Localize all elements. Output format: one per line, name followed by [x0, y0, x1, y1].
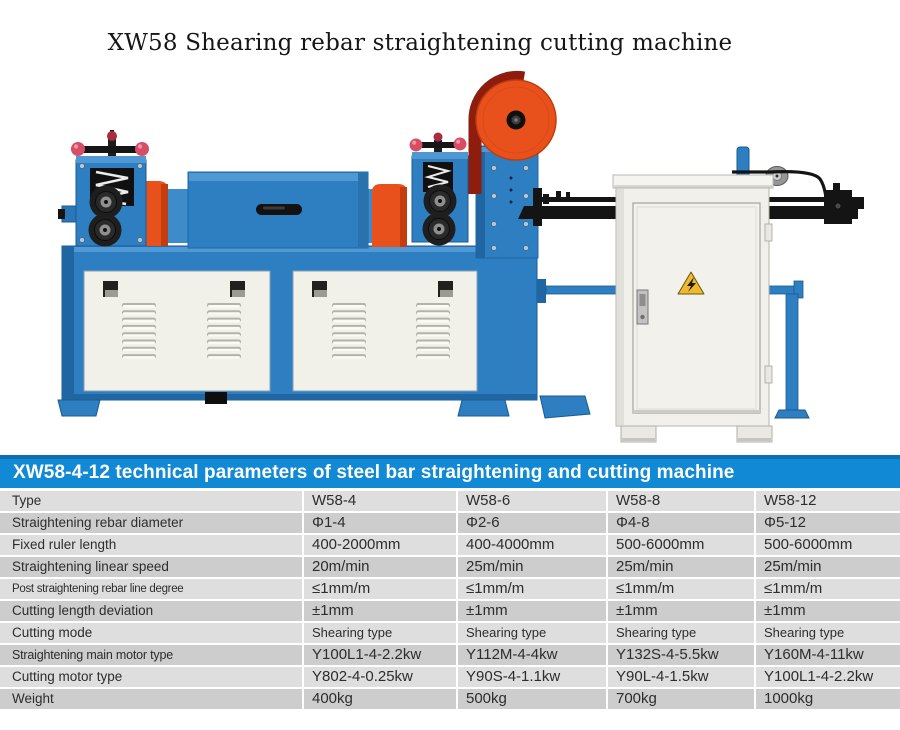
spec-row-label: Weight — [0, 689, 302, 709]
page-title: XW58 Shearing rebar straightening cutting machine — [107, 30, 733, 56]
spec-row-value: ≤1mm/m — [608, 579, 754, 599]
spec-row — [0, 667, 900, 687]
spec-row-value: W58-6 — [458, 491, 606, 511]
spec-row-label: Type — [0, 491, 302, 511]
spec-row-value: Φ1-4 — [304, 513, 456, 533]
straightener-head-right — [410, 133, 468, 246]
straightening-roller — [423, 213, 456, 246]
spec-row-value: ≤1mm/m — [304, 579, 456, 599]
spec-row-label: Straightening main motor type — [0, 645, 302, 665]
handle-ball-icon — [410, 139, 423, 152]
spec-row-label: Fixed ruler length — [0, 535, 302, 555]
spec-row-value: 700kg — [608, 689, 754, 709]
spec-row-label: Cutting mode — [0, 623, 302, 643]
straightening-roller — [89, 214, 122, 247]
spec-row-value: 20m/min — [304, 557, 456, 577]
spec-row-value: Φ5-12 — [756, 513, 900, 533]
spec-row-value: Shearing type — [304, 623, 456, 643]
spec-row-value: Φ4-8 — [608, 513, 754, 533]
tension-handle — [80, 146, 140, 153]
spec-row-value: 400-2000mm — [304, 535, 456, 555]
handle-ball-icon — [135, 142, 149, 156]
spec-row-value: ±1mm — [304, 601, 456, 621]
spec-row-value: Y100L1-4-2.2kw — [304, 645, 456, 665]
spec-row-value: 25m/min — [458, 557, 606, 577]
spec-row-value: ±1mm — [608, 601, 754, 621]
spec-row-value: ≤1mm/m — [458, 579, 606, 599]
spec-row-value: Shearing type — [756, 623, 900, 643]
machine-illustration — [0, 62, 900, 457]
spec-row-label: Cutting motor type — [0, 667, 302, 687]
spec-row — [0, 557, 900, 577]
door-hinge — [765, 366, 772, 383]
spec-row — [0, 535, 900, 555]
spec-row-value: Y802-4-0.25kw — [304, 667, 456, 687]
spec-row-value: ±1mm — [458, 601, 606, 621]
spec-row-label: Straightening linear speed — [0, 557, 302, 577]
spec-row-value: ±1mm — [756, 601, 900, 621]
control-cabinet — [613, 175, 773, 442]
spec-row — [0, 491, 900, 511]
spec-table-body — [0, 491, 900, 709]
bench-support — [540, 396, 590, 418]
spec-row — [0, 623, 900, 643]
belt-guard-right — [372, 184, 407, 247]
gearbox-housing — [188, 172, 368, 248]
spec-row-value: Y112M-4-4kw — [458, 645, 606, 665]
spec-row-label: Cutting length deviation — [0, 601, 302, 621]
spec-table-header: XW58-4-12 technical parameters of steel bar straightening and cutting machine — [0, 455, 900, 488]
spec-row-value: Shearing type — [608, 623, 754, 643]
spec-row-value: W58-12 — [756, 491, 900, 511]
spec-row — [0, 513, 900, 533]
spec-row-value: 25m/min — [756, 557, 900, 577]
door-hinge — [765, 224, 772, 241]
handle-ball-icon — [71, 142, 85, 156]
straightener-head-left — [71, 130, 149, 247]
spec-row-value: Shearing type — [458, 623, 606, 643]
spec-row — [0, 689, 900, 709]
cabinet-door — [633, 203, 760, 413]
spec-row-value: 500-6000mm — [608, 535, 754, 555]
spec-row — [0, 579, 900, 599]
spec-row-value: 500-6000mm — [756, 535, 900, 555]
spec-row-value: Y90L-4-1.5kw — [608, 667, 754, 687]
tension-handle — [417, 142, 459, 148]
spec-row-value: Y100L1-4-2.2kw — [756, 667, 900, 687]
spec-row-label: Post straightening rebar line degree — [0, 579, 302, 599]
spec-table — [0, 455, 900, 711]
spec-row-value: ≤1mm/m — [756, 579, 900, 599]
spec-row-value: 500kg — [458, 689, 606, 709]
spec-row-value: Y132S-4-5.5kw — [608, 645, 754, 665]
spec-row-label: Straightening rebar diameter — [0, 513, 302, 533]
handle-ball-icon — [454, 138, 467, 151]
machine-foot — [58, 400, 100, 416]
spec-row-value: Φ2-6 — [458, 513, 606, 533]
spec-row-value: Y90S-4-1.1kw — [458, 667, 606, 687]
spec-row-value: 1000kg — [756, 689, 900, 709]
flywheel-assembly — [475, 77, 556, 258]
spec-row-value: W58-4 — [304, 491, 456, 511]
machine-foot — [458, 400, 509, 416]
spec-row-value: 400-4000mm — [458, 535, 606, 555]
spec-row-value: 25m/min — [608, 557, 754, 577]
spec-row — [0, 601, 900, 621]
spec-row-value: W58-8 — [608, 491, 754, 511]
spec-row-value: Y160M-4-11kw — [756, 645, 900, 665]
spec-row — [0, 645, 900, 665]
spec-row-value: 400kg — [304, 689, 456, 709]
